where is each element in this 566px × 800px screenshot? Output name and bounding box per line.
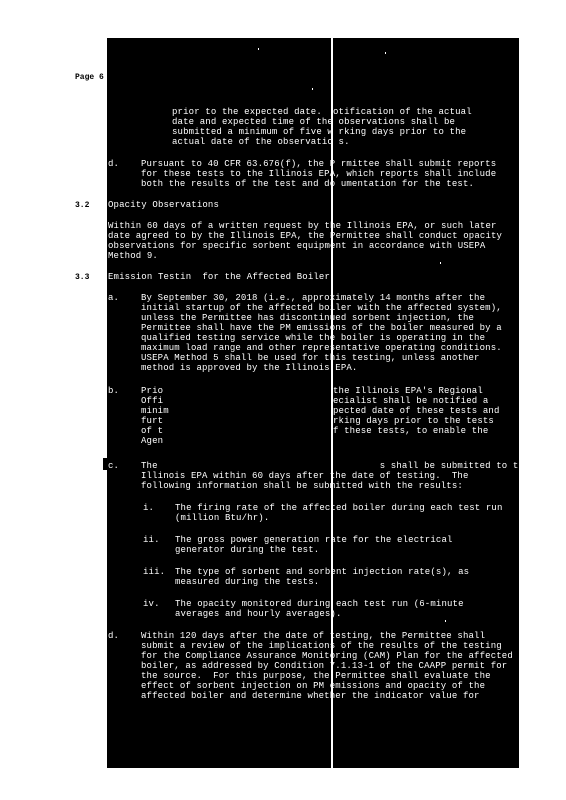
subitem-label: iii. — [143, 567, 166, 577]
item-line: The s shall be submitted to the — [141, 461, 530, 471]
scan-speck — [258, 48, 259, 50]
item-label: d. — [108, 631, 120, 641]
item-fragment: Agen — [141, 436, 164, 446]
item-line: USEPA Method 5 shall be used for this testing, unless another — [141, 353, 480, 363]
item-line: Permittee shall have the PM emissions of the boiler measured by a — [141, 323, 502, 333]
item-fragment: ecialist shall be notified a — [333, 396, 489, 406]
item-line: both the results of the test and do umentation for the test. — [141, 179, 475, 189]
item-line: the source. For this purpose, the Permittee shall evaluate the — [141, 671, 491, 681]
scan-speck — [445, 620, 446, 622]
subitem-label: ii. — [143, 535, 160, 545]
item-line: qualified testing service while the boiler is operating in the — [141, 333, 486, 343]
paragraph-line: submitted a minimum of five w rking days prior to the — [172, 127, 467, 137]
scan-artifact-mark — [103, 458, 107, 470]
item-line: Within 120 days after the date of testing, the Permittee shall — [141, 631, 486, 641]
section-marker-emission: 3.3 — [75, 273, 90, 282]
item-fragment: f these tests, to enable the — [333, 426, 489, 436]
item-line: boiler, as addressed by Condition 7.1.13-1 of the CAAPP permit for — [141, 661, 508, 671]
subitem-label: iv. — [143, 599, 160, 609]
item-fragment: Offi — [141, 396, 164, 406]
item-line: following information shall be submitted with the results: — [141, 481, 463, 491]
subitem-label: i. — [143, 503, 155, 513]
subitem-line: measured during the tests. — [175, 577, 320, 587]
item-line: method is approved by the Illinois EPA. — [141, 363, 358, 373]
item-fragment: furt — [141, 416, 164, 426]
item-fragment: pected date of these tests and — [333, 406, 500, 416]
item-label: c. — [108, 461, 120, 471]
paragraph-line: date and expected time of the observations shall be — [172, 117, 456, 127]
item-fragment: Prio — [141, 386, 164, 396]
item-label: d. — [108, 159, 120, 169]
section-line: Method 9. — [108, 251, 158, 261]
scan-speck — [385, 52, 386, 54]
scan-speck — [312, 88, 313, 90]
page-marker: Page 6 — [75, 73, 104, 82]
subitem-line: The firing rate of the affected boiler during each test run — [175, 503, 503, 513]
paragraph-line: prior to the expected date. otification of the actual — [172, 107, 472, 117]
item-line: affected boiler and determine whether the indicator value for — [141, 691, 480, 701]
item-line: Illinois EPA within 60 days after the date of testing. The — [141, 471, 469, 481]
item-fragment: of t — [141, 426, 164, 436]
item-line: submit a review of the implications of the results of the testing — [141, 641, 502, 651]
paragraph-line: actual date of the observatio s. — [172, 137, 350, 147]
subitem-line: The opacity monitored during each test run (6-minute — [175, 599, 464, 609]
subitem-line: generator during the test. — [175, 545, 320, 555]
item-fragment: rking days prior to the tests — [333, 416, 494, 426]
section-line: observations for specific sorbent equipment in accordance with USEPA — [108, 241, 486, 251]
subitem-line: (million Btu/hr). — [175, 513, 270, 523]
item-line: for these tests to the Illinois EPA, which reports shall include — [141, 169, 497, 179]
subitem-line: The type of sorbent and sorbent injection rate(s), as — [175, 567, 470, 577]
item-line: effect of sorbent injection on PM emissions and opacity of the — [141, 681, 486, 691]
section-heading-opacity: Opacity Observations — [108, 200, 220, 210]
subitem-line: The gross power generation rate for the electrical — [175, 535, 453, 545]
subitem-line: averages and hourly averages). — [175, 609, 342, 619]
item-line: Pursuant to 40 CFR 63.676(f), the P rmittee shall submit reports — [141, 159, 497, 169]
item-line: for the Compliance Assurance Monitoring (CAM) Plan for the affected — [141, 651, 513, 661]
section-line: date agreed to by the Illinois EPA, the Permittee shall conduct opacity — [108, 231, 503, 241]
item-line: By September 30, 2018 (i.e., approximately 14 months after the — [141, 293, 486, 303]
item-line: unless the Permittee has discontinued sorbent injection, the — [141, 313, 475, 323]
item-fragment: minim — [141, 406, 169, 416]
scan-speck — [440, 262, 441, 264]
section-line: Within 60 days of a written request by the Illinois EPA, or such later — [108, 221, 497, 231]
section-heading-emission: Emission Testin for the Affected Boiler — [108, 272, 331, 282]
item-label: b. — [108, 386, 120, 396]
section-marker-opacity: 3.2 — [75, 201, 90, 210]
item-fragment: the Illinois EPA's Regional — [333, 386, 483, 396]
item-line: maximum load range and other representative operating conditions. — [141, 343, 502, 353]
item-line: initial startup of the affected boiler with the affected system), — [141, 303, 502, 313]
item-label: a. — [108, 293, 120, 303]
